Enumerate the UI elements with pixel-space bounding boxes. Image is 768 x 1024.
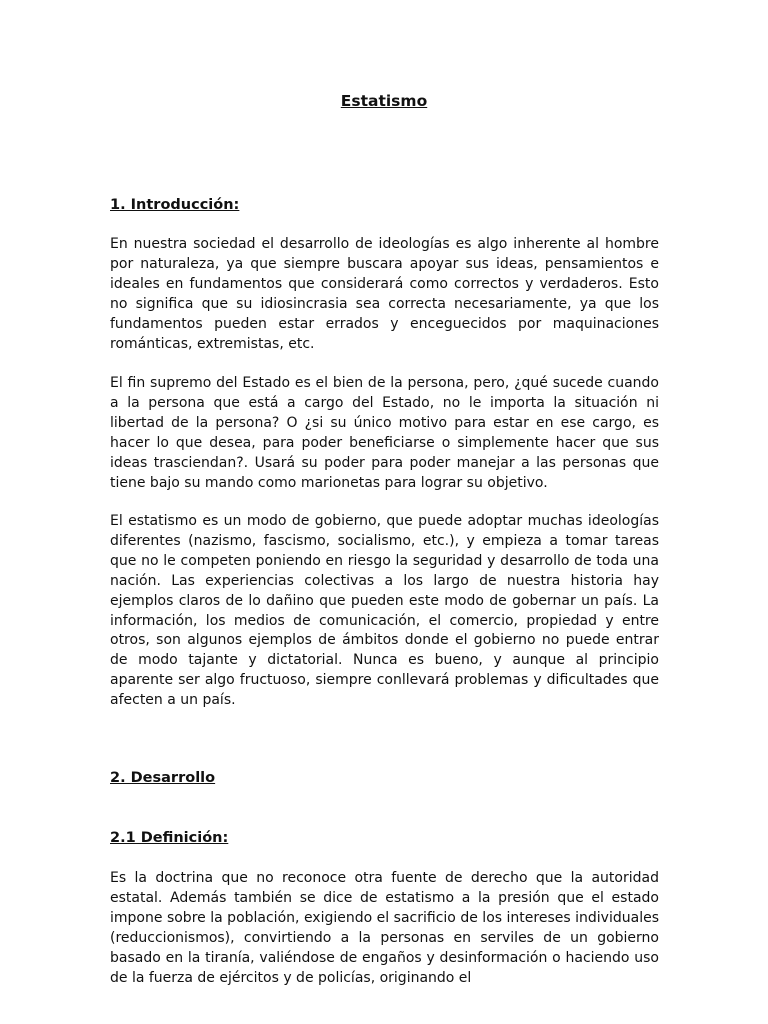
section-heading-introduccion: 1. Introducción:	[110, 197, 240, 213]
paragraph-definicion-1: Es la doctrina que no reconoce otra fuente de derecho que la autoridad estatal. Además también se dice de estatismo a la presión que el estado impone sobre la población, exigiendo el sacrificio de los intereses individuales (reduccionismos), convirtiendo a la personas en serviles de un gobierno basado en la tiranía, valiéndose de engaños y desinformación o haciendo uso de la fuerza de ejércitos y de policías, originando el	[110, 870, 659, 986]
document-title: Estatismo	[340, 92, 428, 110]
section-heading-definicion: 2.1 Definición:	[110, 830, 229, 846]
paragraph-intro-3: El estatismo es un modo de gobierno, que puede adoptar muchas ideologías diferentes (nazismo, fascismo, socialismo, etc.), y empieza a tomar tareas que no le competen poniendo en riesgo la seguridad y desarrollo de toda una nación. Las experiencias colectivas a los largo de nuestra historia hay ejemplos claros de lo dañino que pueden este modo de gobernar un país. La información, los medios de comunicación, el comercio, propiedad y entre otros, son algunos ejemplos de ámbitos donde el gobierno no puede entrar de modo tajante y dictatorial. Nunca es bueno, y aunque al principio aparente ser algo fructuoso, siempre conllevará problemas y dificultades que afecten a un país.	[110, 513, 659, 709]
paragraph-intro-2: El fin supremo del Estado es el bien de la persona, pero, ¿qué sucede cuando a la persona que está a cargo del Estado, no le importa la situación ni libertad de la persona? O ¿si su único motivo para estar en ese cargo, es hacer lo que desea, para poder beneficiarse o simplemente hacer que sus ideas trasciendan?. Usará su poder para poder manejar a las personas que tiene bajo su mando como marionetas para lograr su objetivo.	[110, 375, 659, 491]
paragraph-intro-1: En nuestra sociedad el desarrollo de ideologías es algo inherente al hombre por naturaleza, ya que siempre buscara apoyar sus ideas, pensamientos e ideales en fundamentos que considerará como correctos y verdaderos. Esto no significa que su idiosincrasia sea correcta necesariamente, ya que los fundamentos pueden estar errados y enceguecidos por maquinaciones románticas, extremistas, etc.	[110, 236, 659, 352]
section-heading-desarrollo: 2. Desarrollo	[110, 770, 216, 786]
